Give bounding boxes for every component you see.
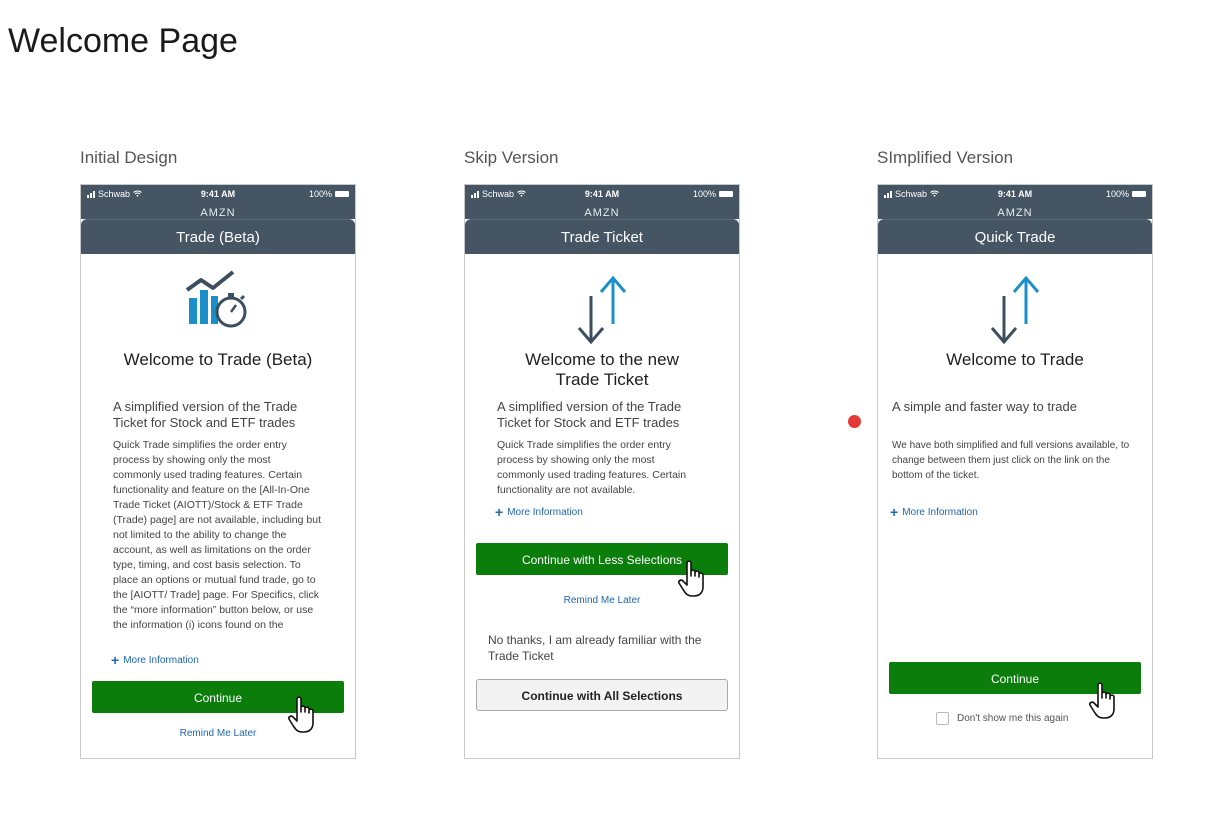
ticker-symbol: AMZN: [997, 207, 1033, 219]
continue-button[interactable]: Continue: [889, 662, 1141, 694]
ticker-symbol: AMZN: [200, 207, 236, 219]
battery-icon: [335, 191, 349, 197]
red-marker-dot: [848, 415, 861, 428]
modal-header-title: Quick Trade: [878, 219, 1152, 255]
status-bar: [465, 185, 739, 219]
remind-me-later-link[interactable]: Remind Me Later: [179, 728, 257, 739]
battery-label: 100%: [308, 189, 332, 199]
welcome-heading: Welcome to Trade: [946, 350, 1084, 369]
page-title: Welcome Page: [8, 22, 238, 60]
welcome-heading-line2: Trade Ticket: [555, 370, 649, 389]
variant-label-simplified: SImplified Version: [877, 148, 1014, 167]
more-information-link[interactable]: [495, 504, 583, 520]
welcome-subtitle: A simplified version of the Trade Ticket for Stock and ETF trades: [497, 399, 682, 430]
status-time: 9:41 AM: [997, 189, 1033, 199]
phone-initial-design: [80, 184, 356, 759]
status-time: 9:41 AM: [200, 189, 236, 199]
carrier-label: Schwab: [895, 189, 928, 199]
continue-less-selections-button[interactable]: Continue with Less Selections: [476, 543, 728, 575]
modal-body: [465, 254, 739, 758]
welcome-description: Quick Trade simplifies the order entry process by showing only the most commonly used trading features. Certain functionality are not available.: [497, 439, 687, 496]
up-down-arrows-icon: [878, 274, 1152, 351]
welcome-heading: Welcome to Trade (Beta): [123, 350, 313, 369]
welcome-subtitle: A simplified version of the Trade Ticket for Stock and ETF trades: [113, 399, 298, 430]
carrier-label: Schwab: [482, 189, 515, 199]
ticker-symbol: AMZN: [584, 207, 620, 219]
hand-cursor-icon: [287, 695, 325, 735]
modal-body: [81, 254, 355, 758]
welcome-heading: [475, 350, 729, 390]
status-time: 9:41 AM: [584, 189, 620, 199]
modal-header-title: Trade (Beta): [81, 219, 355, 255]
continue-all-selections-button[interactable]: Continue with All Selections: [476, 679, 728, 711]
continue-button[interactable]: Continue: [92, 681, 344, 713]
variant-label-skip: Skip Version: [464, 148, 559, 167]
welcome-subtitle: A simple and faster way to trade: [892, 399, 1077, 414]
more-information-label: More Information: [507, 506, 583, 518]
variant-label-initial: Initial Design: [80, 148, 178, 167]
plus-icon: +: [111, 652, 120, 668]
more-information-link[interactable]: [111, 652, 199, 668]
carrier-label: Schwab: [98, 189, 131, 199]
no-thanks-text: No thanks, I am already familiar with the Trade Ticket: [488, 633, 702, 663]
dont-show-again-label: Don't show me this again: [957, 713, 1069, 724]
battery-icon: [1132, 191, 1146, 197]
phone-skip-version: [464, 184, 740, 759]
hand-cursor-icon: [677, 559, 715, 599]
battery-icon: [719, 191, 733, 197]
dont-show-again-row[interactable]: [936, 712, 1068, 725]
phone-simplified-version: [877, 184, 1153, 759]
plus-icon: +: [890, 504, 899, 520]
more-information-label: More Information: [123, 654, 199, 666]
battery-label: 100%: [692, 189, 716, 199]
dont-show-again-checkbox[interactable]: [936, 712, 949, 725]
plus-icon: +: [495, 504, 504, 520]
welcome-heading-line1: Welcome to the new: [525, 350, 679, 369]
battery-label: 100%: [1105, 189, 1129, 199]
remind-me-later-link[interactable]: Remind Me Later: [563, 595, 641, 606]
status-bar: [81, 185, 355, 219]
up-down-arrows-icon: [465, 274, 739, 351]
welcome-description: Quick Trade simplifies the order entry process by showing only the most commonly used trading features. Certain functionality and feature on the [All-In-One Trade Ticket (AIOTT)/Stock & ETF Trade (Trade) page] are not available, including but not limited to the ability to change the account, as well as limitations on the order type, timing, and cost basis selection. To place an options or mutual fund trade, go to the [AIOTT/ Trade] page. For Specifics, click the “more information” button below, or use the information (i) icons found on the: [113, 439, 321, 631]
welcome-description: We have both simplified and full versions available, to change between them just click on the link on the bottom of the ticket.: [892, 440, 1130, 481]
trade-chart-stopwatch-icon: [81, 268, 355, 343]
modal-header-title: Trade Ticket: [465, 219, 739, 255]
more-information-label: More Information: [902, 506, 978, 518]
more-information-link[interactable]: [890, 504, 978, 520]
status-bar: [878, 185, 1152, 219]
hand-cursor-icon: [1088, 681, 1126, 721]
